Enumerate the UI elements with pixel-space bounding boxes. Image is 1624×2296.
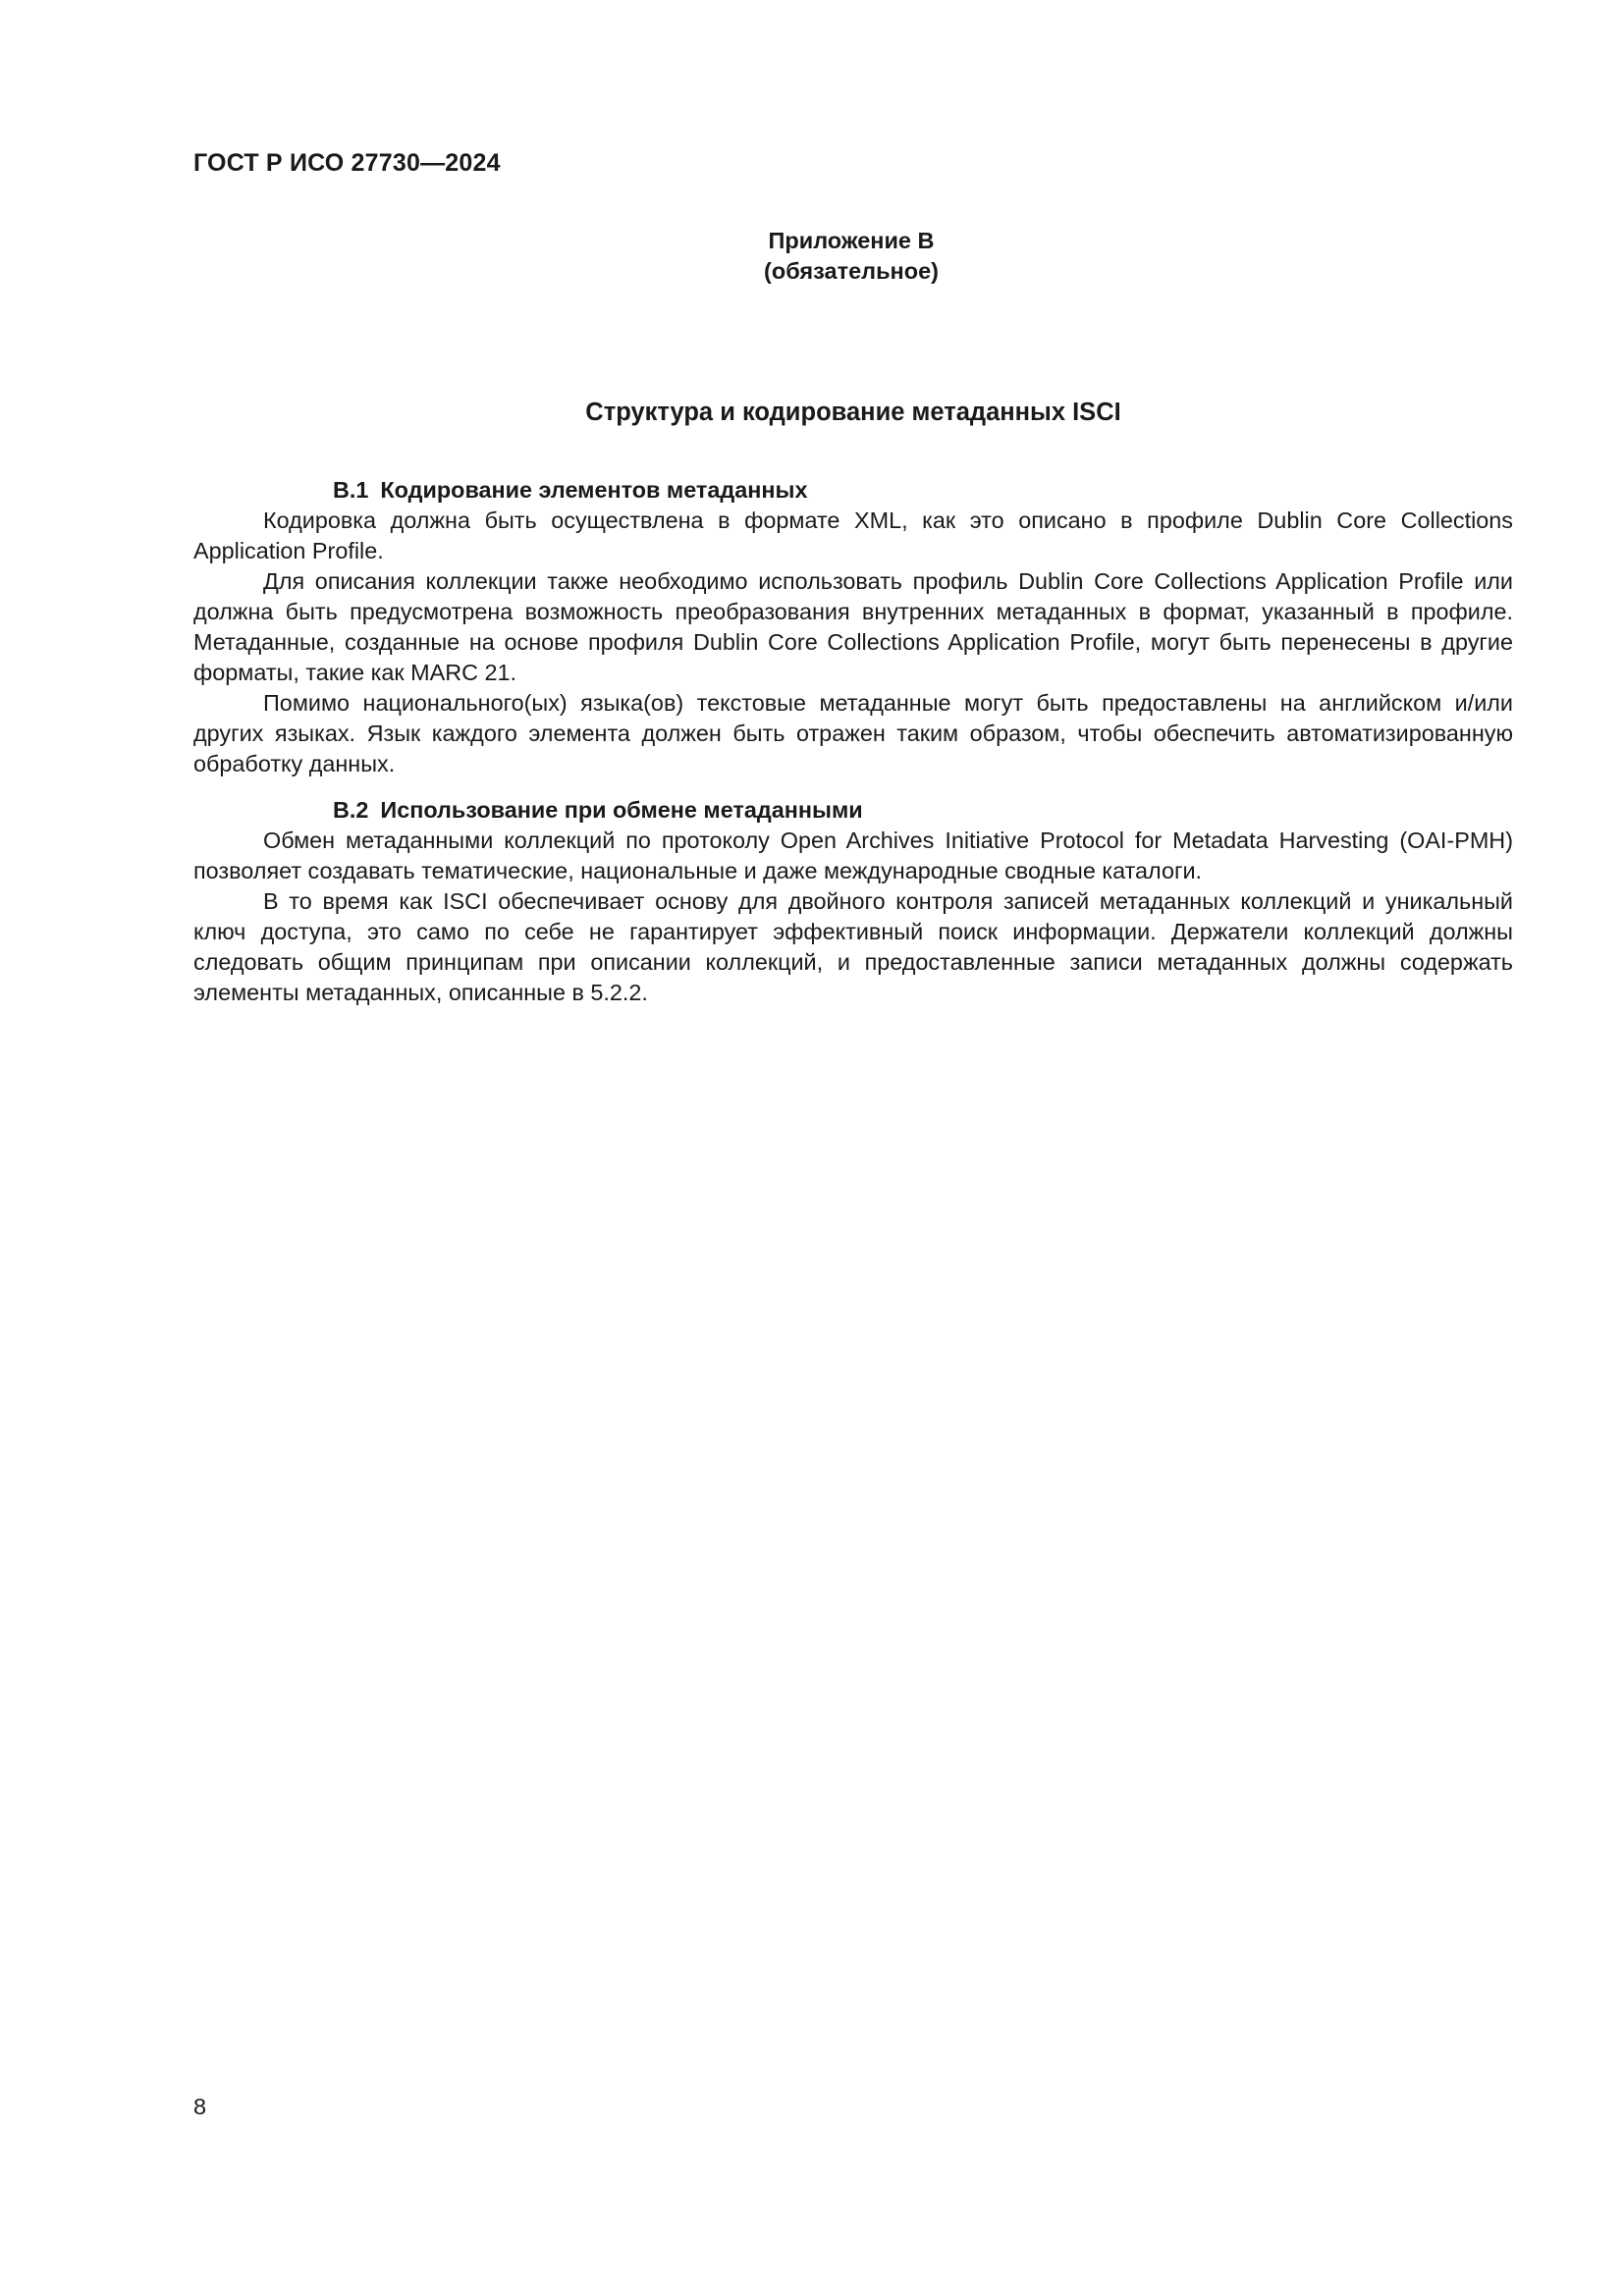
appendix-header <box>0 226 1624 287</box>
section-b2 <box>193 795 1513 1008</box>
section-number: В.2 <box>333 797 369 823</box>
paragraph: В то время как ISCI обеспечивает основу для двойного контроля записей метаданных коллекций и уникальный ключ доступа, это само по себе не гарантирует эффективный поиск информации. Держатели коллекций должны следовать общим принципам при описании коллекций, и предоставленные записи метаданных должны содержать элементы метаданных, описанные в 5.2.2. <box>193 888 1513 1005</box>
section-number: В.1 <box>333 477 369 503</box>
paragraph: Для описания коллекции также необходимо использовать профиль Dublin Core Collections Application Profile или должна быть предусмотрена возможность преобразования внутренних метаданных в формат, указанный в профиле. Метаданные, созданные на основе профиля Dublin Core Collections Application Profile, могут быть перенесены в другие форматы, такие как MARC 21. <box>193 568 1513 685</box>
section-title: Кодирование элементов метаданных <box>380 477 808 503</box>
paragraph: Обмен метаданными коллекций по протоколу Open Archives Initiative Protocol for Metadata Harvesting (OAI-PMH) позволяет создавать тематические, национальные и даже международные сводные каталоги. <box>193 828 1513 883</box>
paragraph: Помимо национального(ых) языка(ов) текстовые метаданные могут быть предоставлены на английском и/или других языках. Язык каждого элемента должен быть отражен таким образом, чтобы обеспечить автоматизированную обработку данных. <box>193 690 1513 776</box>
section-b1 <box>193 475 1513 779</box>
section-heading <box>193 475 1513 506</box>
document-body <box>193 475 1513 1008</box>
section-heading <box>193 795 1513 826</box>
section-title: Использование при обмене метаданными <box>380 797 863 823</box>
document-code: ГОСТ Р ИСО 27730—2024 <box>193 149 501 177</box>
paragraph: Кодировка должна быть осуществлена в формате XML, как это описано в профиле Dublin Core Collections Application Profile. <box>193 507 1513 563</box>
appendix-label: Приложение В <box>768 228 935 253</box>
section-spacer <box>193 779 1513 795</box>
page-number: 8 <box>193 2094 207 2119</box>
appendix-title: Структура и кодирование метаданных ISCI <box>585 399 1121 426</box>
appendix-status: (обязательное) <box>764 258 939 284</box>
